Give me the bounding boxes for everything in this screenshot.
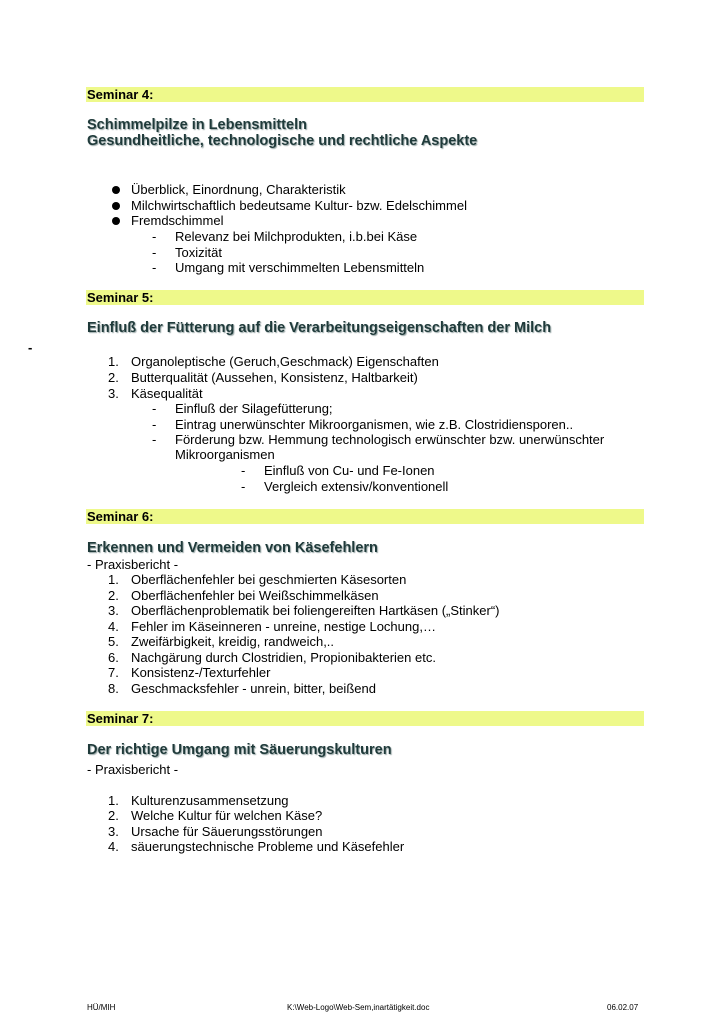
footer-date: 06.02.07 [607,1003,639,1012]
dash-marker: - [241,463,246,478]
list-item: Nachgärung durch Clostridien, Propionibakterien etc. [131,650,436,665]
seminar-7-title: Der richtige Umgang mit Säuerungskulturen [87,742,392,758]
stray-mark: - [28,340,33,355]
list-item: Käsequalität [131,386,203,401]
list-item: Oberflächenproblematik bei foliengereiften Hartkäsen („Stinker“) [131,603,500,618]
seminar-6-label: Seminar 6: [86,509,644,524]
bullet-icon [112,186,120,194]
item-number: 3. [108,603,119,618]
dash-marker: - [152,432,157,447]
sub-list-item: Förderung bzw. Hemmung technologisch erwünschter bzw. unerwünschter [175,432,605,447]
list-item: Ursache für Säuerungsstörungen [131,824,323,839]
item-number: 7. [108,665,119,680]
list-item: Fremdschimmel [131,213,224,228]
bullet-icon [112,217,120,225]
sub-list-item: Toxizität [175,245,222,260]
dash-marker: - [241,479,246,494]
list-item: Welche Kultur für welchen Käse? [131,808,323,823]
footer-file-path: K:\Web-Logo\Web-Sem,inartätigkeit.doc [287,1003,430,1012]
seminar-5-label: Seminar 5: [86,290,644,305]
item-number: 8. [108,681,119,696]
seminar-6-subtitle: - Praxisbericht - [87,557,179,572]
list-item: Fehler im Käseinneren - unreine, nestige Lochung,… [131,619,436,634]
dash-marker: - [152,417,157,432]
sub-list-item: Relevanz bei Milchprodukten, i.b.bei Käse [175,229,418,244]
dash-marker: - [152,245,157,260]
item-number: 5. [108,634,119,649]
sub-sub-list-item: Einfluß von Cu- und Fe-Ionen [264,463,435,478]
item-number: 4. [108,839,119,854]
list-item: Zweifärbigkeit, kreidig, randweich,.. [131,634,335,649]
dash-marker: - [152,229,157,244]
item-number: 2. [108,588,119,603]
sub-list-item-continuation: Mikroorganismen [175,447,275,462]
seminar-6-title: Erkennen und Vermeiden von Käsefehlern [87,540,378,556]
item-number: 2. [108,370,119,385]
list-item: Oberflächenfehler bei geschmierten Käsesorten [131,572,407,587]
item-number: 3. [108,824,119,839]
seminar-4-title-line-1: Schimmelpilze in Lebensmitteln [87,117,307,133]
list-item: Geschmacksfehler - unrein, bitter, beißend [131,681,376,696]
dash-marker: - [152,401,157,416]
seminar-5-title: Einfluß der Fütterung auf die Verarbeitungseigenschaften der Milch [87,320,552,336]
item-number: 6. [108,650,119,665]
seminar-7-subtitle: - Praxisbericht - [87,762,179,777]
sub-list-item: Einfluß der Silagefütterung; [175,401,333,416]
item-number: 1. [108,354,119,369]
seminar-7-label: Seminar 7: [86,711,644,726]
list-item: Kulturenzusammensetzung [131,793,289,808]
dash-marker: - [152,260,157,275]
sub-list-item: Umgang mit verschimmelten Lebensmitteln [175,260,425,275]
sub-list-item: Eintrag unerwünschter Mikroorganismen, wie z.B. Clostridiensporen.. [175,417,574,432]
list-item: Überblick, Einordnung, Charakteristik [131,182,346,197]
item-number: 1. [108,793,119,808]
list-item: Organoleptische (Geruch,Geschmack) Eigenschaften [131,354,439,369]
seminar-4-label: Seminar 4: [86,87,644,102]
list-item: säuerungstechnische Probleme und Käsefehler [131,839,405,854]
seminar-4-title-line-2: Gesundheitliche, technologische und rechtliche Aspekte [87,133,478,149]
bullet-icon [112,202,120,210]
list-item: Konsistenz-/Texturfehler [131,665,271,680]
sub-sub-list-item: Vergleich extensiv/konventionell [264,479,449,494]
item-number: 4. [108,619,119,634]
footer-author: HÜ/MIH [87,1003,116,1012]
item-number: 3. [108,386,119,401]
list-item: Butterqualität (Aussehen, Konsistenz, Haltbarkeit) [131,370,418,385]
list-item: Milchwirtschaftlich bedeutsame Kultur- bzw. Edelschimmel [131,198,467,213]
list-item: Oberflächenfehler bei Weißschimmelkäsen [131,588,379,603]
item-number: 1. [108,572,119,587]
item-number: 2. [108,808,119,823]
